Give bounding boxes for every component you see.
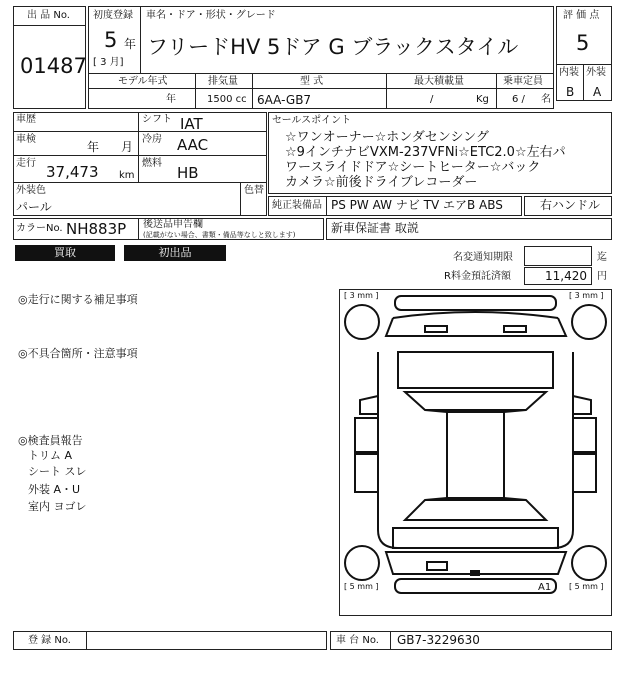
interior-grade: B (566, 85, 575, 99)
lot-number: 01487 (20, 54, 87, 78)
front-bumper (395, 296, 556, 310)
color-change-label: 色替 (244, 185, 264, 196)
windshield (405, 392, 546, 410)
type-label: 型 式 (300, 76, 324, 87)
sales-point-line-2: ☆9インチナビVXM-237VFNi☆ETC2.0☆左右パ (285, 145, 566, 160)
shift-value: IAT (180, 115, 203, 133)
sales-point-line-4: カメラ☆前後ドライブレコーダー (285, 175, 478, 190)
capacity-unit: 名 (541, 94, 551, 105)
front-left-tread: [ 3 mm ] (344, 291, 379, 300)
lot-label: 出 品 No. (27, 10, 70, 21)
front-edge (393, 312, 558, 318)
model-year-label: モデル年式 (118, 76, 168, 87)
roof-right-pillar (504, 410, 526, 500)
mileage-value: 37,473 (46, 163, 99, 181)
inspection-label: 車検 (16, 134, 36, 145)
inspection-month: 月 (121, 140, 134, 154)
headlight-right (504, 326, 526, 332)
left-rear-door (355, 454, 378, 492)
rear-window (405, 500, 546, 520)
chassis-label-col (390, 631, 391, 650)
exterior-color-value: パール (16, 200, 52, 214)
roof (447, 412, 504, 498)
car-name: フリードHV 5ドア G ブラックスタイル (147, 35, 519, 59)
chassis-number: GB7-3229630 (397, 633, 480, 647)
retrofit-note: (記載がない場合、書類・備品等なしと致します) (143, 231, 296, 239)
inspector-line-2: シート スレ (28, 465, 87, 478)
first-reg-year-unit: 年 (124, 37, 137, 51)
name-change-suffix: 迄 (597, 252, 607, 263)
history-label: 車歴 (16, 114, 36, 125)
reg-no-label-col (86, 631, 87, 650)
inspector-line-3: 外装 A・U (28, 483, 81, 496)
model-year-unit: 年 (166, 94, 176, 105)
right-front-door (573, 418, 596, 452)
first-listing-badge: 初出品 (124, 245, 226, 261)
equipment-label: 純正装備品 (272, 200, 322, 211)
damage-mark: A1 (538, 582, 552, 593)
retrofit-label: 後送品申告欄 (143, 219, 203, 230)
color-no-label: カラーNo. (16, 223, 63, 234)
displacement-label: 排気量 (208, 76, 238, 87)
first-reg-month: [ 3 月] (93, 57, 124, 68)
defect-notes-label: ◎不具合箇所・注意事項 (18, 347, 138, 360)
steering-value: 右ハンドル (540, 198, 601, 212)
car-name-label: 車名・ドア・形状・グレード (146, 10, 276, 21)
type-value: 6AA-GB7 (257, 93, 312, 107)
chassis-label: 車 台 No. (336, 635, 379, 646)
inspector-line-4: 室内 ヨゴレ (28, 500, 87, 513)
rear-bumper (395, 579, 556, 593)
color-no-value: NH883P (66, 220, 127, 238)
left-mirror (360, 396, 378, 414)
sales-point-line-3: ワースライドドア☆シートヒーター☆バック (285, 160, 541, 175)
first-reg-year: 5 (104, 28, 118, 52)
right-mirror (573, 396, 591, 414)
inspection-year: 年 (87, 140, 100, 154)
wheel-rear-right (572, 546, 606, 580)
recycle-label: R料金預託済額 (444, 271, 511, 282)
front-right-tread: [ 3 mm ] (569, 291, 604, 300)
reg-no-label: 登 録 No. (28, 635, 71, 646)
displacement-value: 1500 cc (207, 94, 247, 105)
inspector-line-1: トリム A (28, 449, 73, 462)
roof-left-pillar (425, 410, 447, 500)
capacity-label: 乗車定員 (503, 76, 543, 87)
exterior-label: 外装 (586, 67, 606, 78)
body-right-side (553, 352, 573, 548)
buy-badge: 買取 (15, 245, 115, 261)
mileage-label: 走行 (16, 158, 36, 169)
headlight-left (425, 326, 447, 332)
exterior-color-label: 外装色 (16, 185, 46, 196)
load-unit: Kg (476, 94, 489, 105)
capacity-value: 6 / (512, 94, 525, 105)
rear-plate (427, 562, 447, 570)
shift-label: シフト (142, 114, 172, 125)
sales-point-line-1: ☆ワンオーナー☆ホンダセンシング (285, 130, 489, 145)
recycle-unit: 円 (597, 271, 607, 282)
ac-value: AAC (177, 136, 209, 154)
name-change-label: 名変通知期限 (453, 252, 513, 263)
wheel-front-right (572, 305, 606, 339)
driving-notes-label: ◎走行に関する補足事項 (18, 293, 138, 306)
score-label: 評 価 点 (563, 10, 600, 21)
warranty-value: 新車保証書 取説 (331, 221, 419, 235)
mileage-unit: km (119, 170, 135, 181)
rear-emblem (470, 570, 480, 576)
rear-left-tread: [ 5 mm ] (344, 582, 379, 591)
load-label: 最大積載量 (414, 76, 464, 87)
hood (386, 318, 566, 336)
interior-label: 内装 (559, 67, 579, 78)
inspector-report-label: ◎検査員報告 (18, 434, 83, 447)
wheel-front-left (345, 305, 379, 339)
fuel-label: 燃料 (142, 158, 162, 169)
wheel-rear-left (345, 546, 379, 580)
hood-panel (398, 352, 553, 388)
sales-point-label: セールスポイント (272, 115, 352, 126)
body-left-side (378, 352, 398, 548)
ac-label: 冷房 (142, 134, 162, 145)
tailgate (393, 528, 558, 548)
rear-right-tread: [ 5 mm ] (569, 582, 604, 591)
load-slash: / (430, 94, 434, 105)
equipment-items: PS PW AW ナビ TV エアB ABS (331, 198, 503, 212)
score-value: 5 (576, 31, 590, 55)
first-reg-label: 初度登録 (93, 10, 133, 21)
left-front-door (355, 418, 378, 452)
recycle-value: 11,420 (545, 269, 587, 283)
right-rear-door (573, 454, 596, 492)
fuel-value: HB (177, 164, 199, 182)
exterior-grade: A (593, 85, 602, 99)
